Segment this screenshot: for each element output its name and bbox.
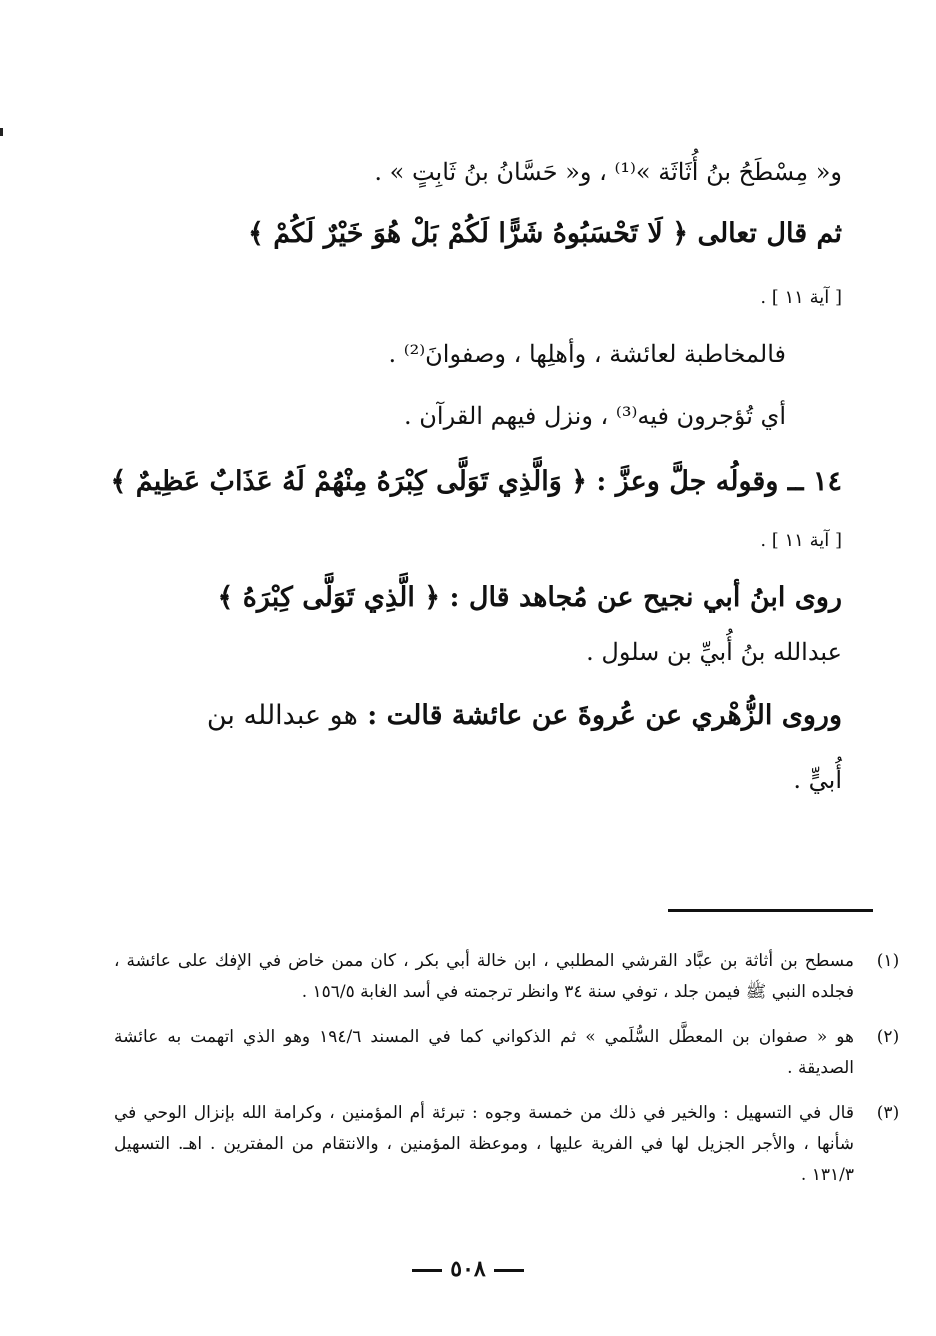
narration-intro: روى ابنُ أبي نجيح عن مُجاهد قال : bbox=[449, 582, 842, 613]
text-line-5: أي تُؤجرون فيه⁽³⁾ ، ونزل فيهم القرآن . bbox=[404, 402, 786, 430]
verse-intro: ثم قال تعالى bbox=[697, 218, 842, 249]
quran-verse: ﴿ لَا تَحْسَبُوهُ شَرًّا لَكُمْ بَلْ هُوَ خَيْرٌ لَكُمْ ﴾ bbox=[248, 218, 689, 249]
page-number-dash bbox=[412, 1269, 442, 1272]
text-line-6 bbox=[111, 466, 842, 497]
page-number-dash bbox=[494, 1269, 524, 1272]
quran-verse: ﴿ الَّذِي تَوَلَّى كِبْرَهُ ﴾ bbox=[217, 582, 441, 613]
text-line-4: فالمخاطبة لعائشة ، وأهلِها ، وصفوانَ⁽²⁾ . bbox=[388, 340, 786, 368]
footnote-number: (٣) bbox=[876, 1103, 900, 1123]
text-line-10 bbox=[207, 700, 842, 731]
section-heading: ١٤ ــ وقولُه جلَّ وعزَّ : bbox=[596, 466, 842, 497]
footnote-text: قال في التسهيل : والخير في ذلك من خمسة وجوه : تبرئة أم المؤمنين ، وكرامة الله بإنزال الوحي في شأنها ، والأجر الجزيل لها في الفرية عليها ، وموعظة المؤمنين ، والانتقام من المفترين . اهـ. التسهيل ١٣١/٣ . bbox=[114, 1103, 855, 1185]
page-number-value: ٥٠٨ bbox=[450, 1256, 486, 1282]
scan-artifact bbox=[0, 128, 3, 136]
text-line-1: و« مِسْطَحُ بنُ أُثَاثَة »⁽¹⁾ ، و« حَسَّانُ بنُ ثَابِتٍ » . bbox=[374, 158, 842, 186]
footnote-separator bbox=[668, 909, 873, 912]
verse-reference: [ آية ١١ ] . bbox=[760, 530, 842, 551]
text-line-11: أُبيٍّ . bbox=[793, 766, 842, 794]
verse-reference: [ آية ١١ ] . bbox=[760, 287, 842, 308]
narration-intro: وروى الزُّهْري عن عُروةَ عن عائشة قالت : bbox=[367, 700, 842, 731]
text-line-8 bbox=[218, 582, 842, 613]
footnote-2 bbox=[114, 1022, 900, 1084]
page-number bbox=[0, 1256, 936, 1282]
text-line-9: عبدالله بنُ أُبيِّ بن سلول . bbox=[586, 638, 842, 666]
quran-verse: ﴿ وَالَّذِي تَوَلَّى كِبْرَهُ مِنْهُمْ لَهُ عَذَابٌ عَظِيمٌ ﴾ bbox=[110, 466, 587, 497]
footnote-number: (٢) bbox=[876, 1027, 900, 1047]
footnote-3 bbox=[114, 1098, 900, 1191]
footnote-text: مسطح بن أثاثة بن عبَّاد القرشي المطلبي ، ابن خالة أبي بكر ، كان ممن خاض في الإفك على عائشة ، فجلده النبي ﷺ فيمن جلد ، توفي سنة ٣٤ وانظر ترجمته في أسد الغابة ١٥٦/٥ . bbox=[114, 951, 854, 1002]
footnote-number: (١) bbox=[876, 951, 900, 971]
text-line-2 bbox=[248, 218, 842, 249]
footnote-1 bbox=[114, 946, 900, 1008]
footnote-text: هو « صفوان بن المعطَّل السُّلَمي » ثم الذكواني كما في المسند ١٩٤/٦ وهو الذي اتهمت به عائشة الصديقة . bbox=[114, 1027, 854, 1078]
narration-continuation: هو عبدالله بن bbox=[206, 700, 358, 731]
